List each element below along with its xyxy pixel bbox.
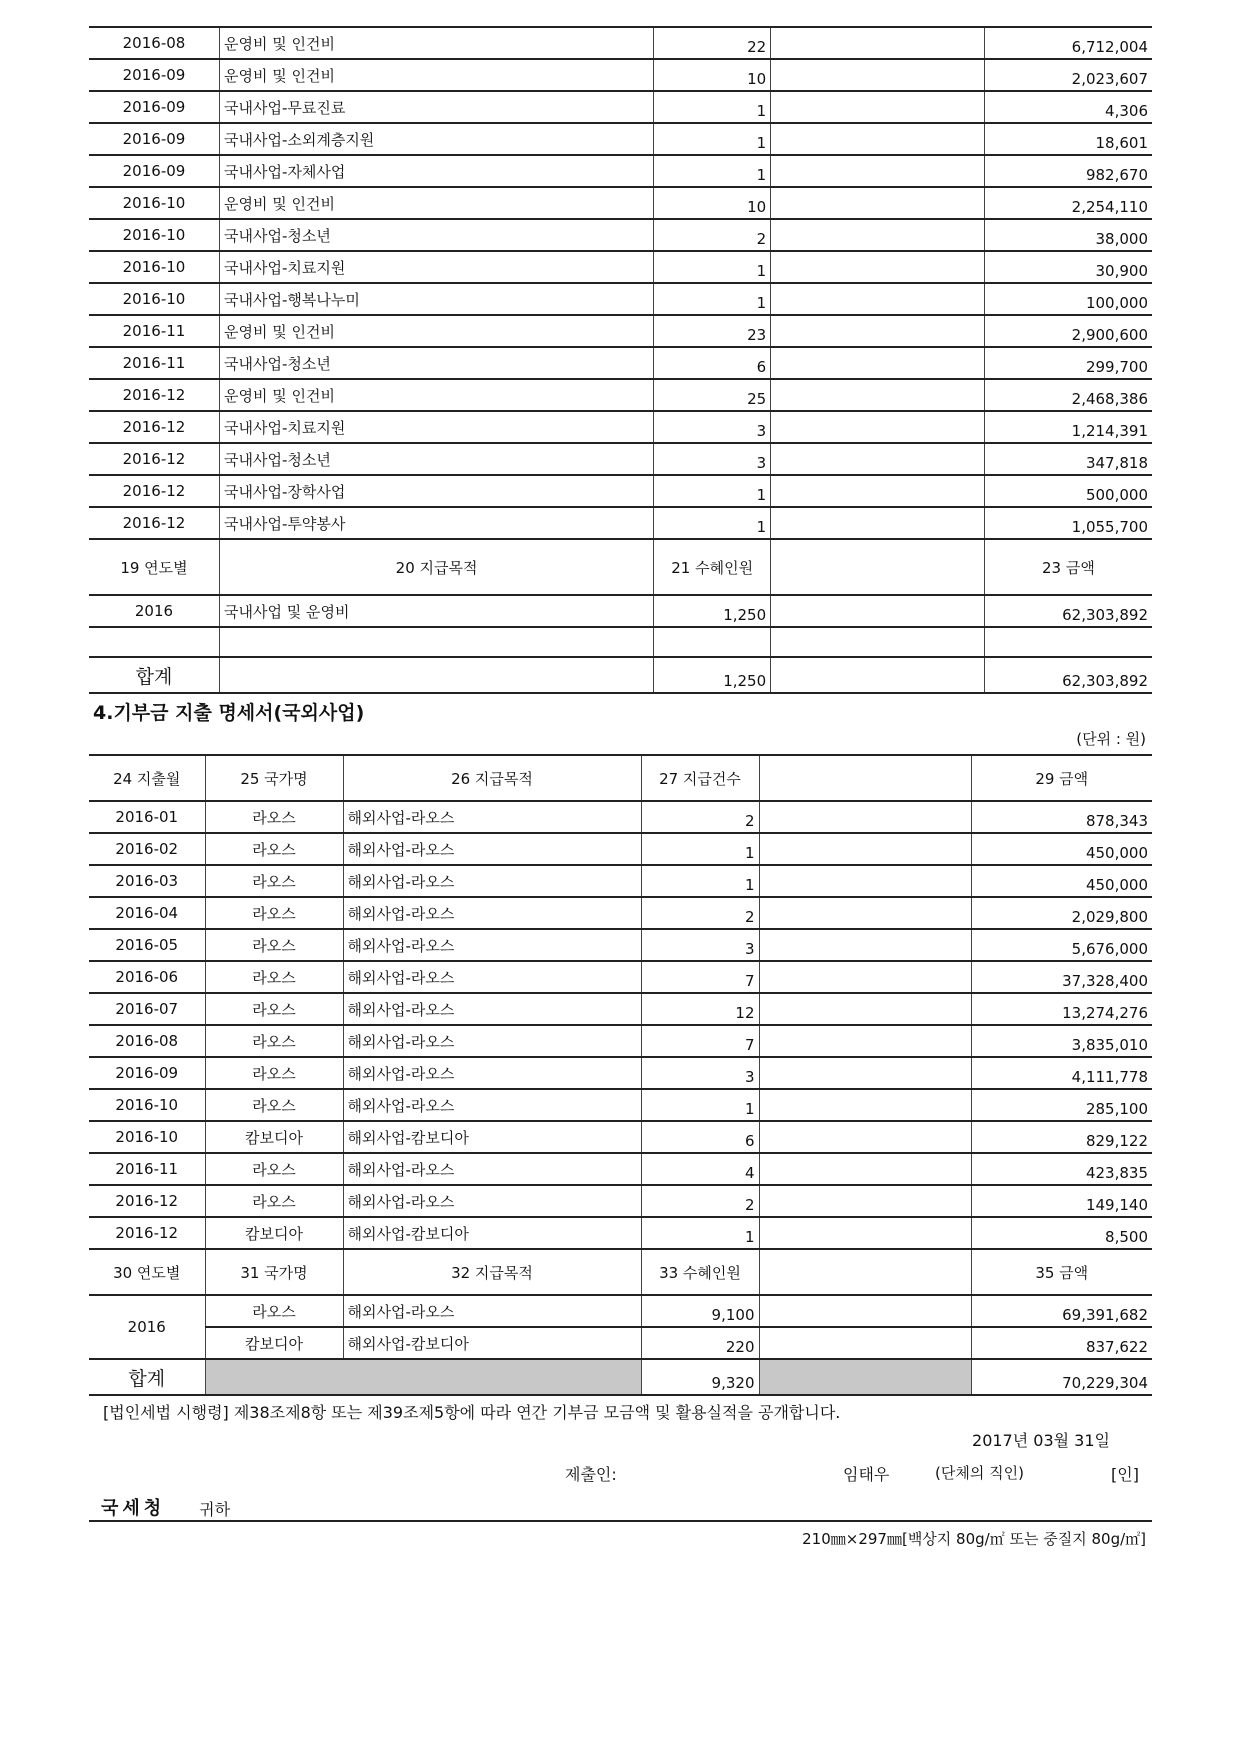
purpose-cell: 해외사업-캄보디아 <box>343 1217 641 1249</box>
table-row <box>89 1217 1152 1249</box>
purpose-cell: 국내사업-치료지원 <box>219 251 653 283</box>
submitter-name: 임태우 <box>843 1465 890 1484</box>
blank-cell <box>759 865 971 897</box>
amount-cell: 4,306 <box>984 91 1152 123</box>
summary-purpose: 국내사업 및 운영비 <box>219 595 653 627</box>
purpose-cell: 국내사업-청소년 <box>219 443 653 475</box>
blank-cell <box>759 1121 971 1153</box>
overseas-summary-row <box>89 1295 1152 1327</box>
purpose-cell: 운영비 및 인건비 <box>219 187 653 219</box>
month-cell: 2016-09 <box>89 1057 205 1089</box>
table-row <box>89 1089 1152 1121</box>
purpose-cell: 국내사업-청소년 <box>219 219 653 251</box>
month-cell: 2016-01 <box>89 801 205 833</box>
amount-header: 35 금액 <box>971 1249 1152 1295</box>
month-cell: 2016-10 <box>89 1121 205 1153</box>
paper-spec: 210㎜×297㎜[백상지 80g/㎡ 또는 중질지 80g/㎡] <box>802 1530 1146 1548</box>
blank-cell <box>771 27 985 59</box>
month-cell: 2016-10 <box>89 187 219 219</box>
table-row <box>89 507 1152 539</box>
summary-purpose: 해외사업-라오스 <box>343 1295 641 1327</box>
country-cell: 라오스 <box>205 1057 343 1089</box>
amount-cell: 1,055,700 <box>984 507 1152 539</box>
blank-cell <box>759 1057 971 1089</box>
blank-cell <box>759 961 971 993</box>
country-cell: 라오스 <box>205 833 343 865</box>
table-row <box>89 993 1152 1025</box>
count-cell: 1 <box>654 507 771 539</box>
country-cell: 라오스 <box>205 1185 343 1217</box>
month-cell: 2016-07 <box>89 993 205 1025</box>
blank-cell <box>771 91 985 123</box>
blank-cell <box>759 993 971 1025</box>
month-cell: 2016-12 <box>89 443 219 475</box>
amount-cell: 450,000 <box>971 865 1152 897</box>
blank-cell <box>771 507 985 539</box>
count-cell: 2 <box>654 219 771 251</box>
count-cell: 10 <box>654 187 771 219</box>
count-cell: 3 <box>641 1057 759 1089</box>
purpose-cell: 해외사업-라오스 <box>343 1025 641 1057</box>
country-cell: 라오스 <box>205 1025 343 1057</box>
table-row <box>89 1185 1152 1217</box>
purpose-cell: 국내사업-장학사업 <box>219 475 653 507</box>
month-cell: 2016-12 <box>89 1217 205 1249</box>
submitter-role: (단체의 직인) <box>935 1464 1024 1482</box>
table-row <box>89 1057 1152 1089</box>
purpose-cell: 운영비 및 인건비 <box>219 379 653 411</box>
month-cell: 2016-12 <box>89 1185 205 1217</box>
blank-cell <box>771 347 985 379</box>
table-row <box>89 801 1152 833</box>
table-row <box>89 833 1152 865</box>
summary-country: 캄보디아 <box>205 1327 343 1359</box>
seal-mark: [인] <box>1111 1465 1139 1484</box>
amount-cell: 13,274,276 <box>971 993 1152 1025</box>
total-recipients: 9,320 <box>641 1359 759 1395</box>
count-cell: 3 <box>654 411 771 443</box>
addressee-line <box>89 1490 1152 1522</box>
purpose-cell: 해외사업-라오스 <box>343 1089 641 1121</box>
amount-cell: 500,000 <box>984 475 1152 507</box>
amount-cell: 4,111,778 <box>971 1057 1152 1089</box>
blank-cell <box>771 251 985 283</box>
shaded-cell <box>759 1359 971 1395</box>
tax-office: 국세청 <box>101 1498 166 1519</box>
purpose-cell: 해외사업-라오스 <box>343 801 641 833</box>
total-recipients: 1,250 <box>654 657 771 693</box>
total-amount: 62,303,892 <box>984 657 1152 693</box>
count-cell: 2 <box>641 1185 759 1217</box>
amount-cell: 2,023,607 <box>984 59 1152 91</box>
table-row <box>89 897 1152 929</box>
blank-cell <box>771 59 985 91</box>
purpose-cell: 운영비 및 인건비 <box>219 27 653 59</box>
summary-recipients: 1,250 <box>654 595 771 627</box>
count-cell: 3 <box>641 929 759 961</box>
table-row <box>89 283 1152 315</box>
month-cell: 2016-03 <box>89 865 205 897</box>
country-cell: 캄보디아 <box>205 1121 343 1153</box>
summary-amount: 837,622 <box>971 1327 1152 1359</box>
count-cell: 7 <box>641 1025 759 1057</box>
count-cell: 1 <box>654 283 771 315</box>
amount-cell: 37,328,400 <box>971 961 1152 993</box>
count-header: 27 지급건수 <box>641 755 759 801</box>
purpose-header: 26 지급목적 <box>343 755 641 801</box>
month-header: 24 지출월 <box>89 755 205 801</box>
count-cell: 1 <box>641 833 759 865</box>
amount-cell: 829,122 <box>971 1121 1152 1153</box>
table-row <box>89 1153 1152 1185</box>
count-cell: 2 <box>641 801 759 833</box>
legal-notice: [법인세법 시행령] 제38조제8항 또는 제39조제5항에 따라 연간 기부금 모금액 및 활용실적을 공개합니다. <box>103 1403 841 1422</box>
table-row <box>89 27 1152 59</box>
domestic-total-row <box>89 657 1152 693</box>
purpose-cell: 해외사업-라오스 <box>343 897 641 929</box>
overseas-summary-row <box>89 1327 1152 1359</box>
month-cell: 2016-10 <box>89 1089 205 1121</box>
month-cell: 2016-09 <box>89 91 219 123</box>
overseas-rows <box>89 801 1152 1249</box>
month-cell: 2016-10 <box>89 283 219 315</box>
table-row <box>89 865 1152 897</box>
table-row <box>89 379 1152 411</box>
blank-cell <box>771 187 985 219</box>
month-cell: 2016-02 <box>89 833 205 865</box>
year-header: 19 연도별 <box>89 539 219 595</box>
count-cell: 6 <box>641 1121 759 1153</box>
purpose-header: 32 지급목적 <box>343 1249 641 1295</box>
table-row <box>89 315 1152 347</box>
amount-cell: 299,700 <box>984 347 1152 379</box>
summary-amount: 62,303,892 <box>984 595 1152 627</box>
table-row <box>89 251 1152 283</box>
summary-purpose: 해외사업-캄보디아 <box>343 1327 641 1359</box>
purpose-cell: 해외사업-라오스 <box>343 961 641 993</box>
amount-header: 29 금액 <box>971 755 1152 801</box>
count-cell: 1 <box>654 91 771 123</box>
country-cell: 라오스 <box>205 897 343 929</box>
table-row <box>89 91 1152 123</box>
table-row <box>89 1121 1152 1153</box>
amount-cell: 2,254,110 <box>984 187 1152 219</box>
month-cell: 2016-09 <box>89 155 219 187</box>
country-cell: 라오스 <box>205 1089 343 1121</box>
purpose-cell: 국내사업-치료지원 <box>219 411 653 443</box>
blank-cell <box>771 443 985 475</box>
blank-cell <box>759 1153 971 1185</box>
amount-cell: 3,835,010 <box>971 1025 1152 1057</box>
month-cell: 2016-11 <box>89 1153 205 1185</box>
domestic-summary-row <box>89 595 1152 627</box>
month-cell: 2016-09 <box>89 123 219 155</box>
blank-cell <box>771 475 985 507</box>
country-header: 25 국가명 <box>205 755 343 801</box>
unit-label: (단위 : 원) <box>1076 730 1146 748</box>
count-cell: 1 <box>654 475 771 507</box>
amount-header: 23 금액 <box>984 539 1152 595</box>
country-cell: 라오스 <box>205 993 343 1025</box>
purpose-cell: 해외사업-라오스 <box>343 1057 641 1089</box>
month-cell: 2016-12 <box>89 475 219 507</box>
table-row <box>89 123 1152 155</box>
table-row <box>89 411 1152 443</box>
blank-cell <box>771 283 985 315</box>
month-cell: 2016-06 <box>89 961 205 993</box>
count-cell: 1 <box>654 123 771 155</box>
amount-cell: 149,140 <box>971 1185 1152 1217</box>
blank-cell <box>759 1089 971 1121</box>
domestic-rows <box>89 27 1152 539</box>
table-row <box>89 443 1152 475</box>
table-row <box>89 59 1152 91</box>
domestic-summary-header <box>89 539 1152 595</box>
summary-year: 2016 <box>89 1295 205 1359</box>
table-row <box>89 187 1152 219</box>
blank-cell <box>771 123 985 155</box>
blank-cell <box>759 833 971 865</box>
month-cell: 2016-12 <box>89 379 219 411</box>
honorific: 귀하 <box>199 1500 231 1519</box>
amount-cell: 450,000 <box>971 833 1152 865</box>
table-row <box>89 961 1152 993</box>
count-cell: 2 <box>641 897 759 929</box>
shaded-cell <box>205 1359 641 1395</box>
submitter-label: 제출인: <box>565 1465 617 1484</box>
total-label: 합계 <box>89 657 219 693</box>
count-cell: 25 <box>654 379 771 411</box>
recipients-header: 33 수혜인원 <box>641 1249 759 1295</box>
purpose-cell: 해외사업-라오스 <box>343 929 641 961</box>
purpose-cell: 국내사업-행복나누미 <box>219 283 653 315</box>
total-amount: 70,229,304 <box>971 1359 1152 1395</box>
amount-cell: 1,214,391 <box>984 411 1152 443</box>
country-cell: 라오스 <box>205 801 343 833</box>
amount-cell: 285,100 <box>971 1089 1152 1121</box>
summary-recipients: 220 <box>641 1327 759 1359</box>
purpose-cell: 해외사업-캄보디아 <box>343 1121 641 1153</box>
summary-year: 2016 <box>89 595 219 627</box>
month-cell: 2016-04 <box>89 897 205 929</box>
count-cell: 4 <box>641 1153 759 1185</box>
blank-cell <box>759 929 971 961</box>
purpose-cell: 국내사업-자체사업 <box>219 155 653 187</box>
purpose-cell: 국내사업-투약봉사 <box>219 507 653 539</box>
amount-cell: 5,676,000 <box>971 929 1152 961</box>
submission-date: 2017년 03월 31일 <box>972 1431 1110 1450</box>
blank-cell <box>759 1025 971 1057</box>
table-row <box>89 1025 1152 1057</box>
amount-cell: 100,000 <box>984 283 1152 315</box>
amount-cell: 423,835 <box>971 1153 1152 1185</box>
count-cell: 6 <box>654 347 771 379</box>
domestic-expense-table <box>89 26 1152 694</box>
country-cell: 라오스 <box>205 961 343 993</box>
month-cell: 2016-11 <box>89 315 219 347</box>
domestic-empty-row <box>89 627 1152 657</box>
country-cell: 라오스 <box>205 865 343 897</box>
count-cell: 1 <box>641 1089 759 1121</box>
purpose-cell: 해외사업-라오스 <box>343 1153 641 1185</box>
count-cell: 23 <box>654 315 771 347</box>
blank-cell <box>759 1217 971 1249</box>
purpose-cell: 국내사업-무료진료 <box>219 91 653 123</box>
blank-cell <box>771 379 985 411</box>
purpose-cell: 국내사업-청소년 <box>219 347 653 379</box>
amount-cell: 2,029,800 <box>971 897 1152 929</box>
purpose-header: 20 지급목적 <box>219 539 653 595</box>
overseas-summary-header <box>89 1249 1152 1295</box>
count-cell: 10 <box>654 59 771 91</box>
table-row <box>89 347 1152 379</box>
signature-line <box>89 1456 1152 1490</box>
amount-cell: 878,343 <box>971 801 1152 833</box>
amount-cell: 6,712,004 <box>984 27 1152 59</box>
month-cell: 2016-11 <box>89 347 219 379</box>
amount-cell: 30,900 <box>984 251 1152 283</box>
count-cell: 12 <box>641 993 759 1025</box>
month-cell: 2016-12 <box>89 411 219 443</box>
summary-country: 라오스 <box>205 1295 343 1327</box>
total-label: 합계 <box>89 1359 205 1395</box>
month-cell: 2016-08 <box>89 1025 205 1057</box>
count-cell: 1 <box>654 251 771 283</box>
amount-cell: 38,000 <box>984 219 1152 251</box>
blank-cell <box>771 411 985 443</box>
count-cell: 1 <box>654 155 771 187</box>
purpose-cell: 국내사업-소외계층지원 <box>219 123 653 155</box>
amount-cell: 982,670 <box>984 155 1152 187</box>
purpose-cell: 운영비 및 인건비 <box>219 59 653 91</box>
document-page <box>89 26 1152 1549</box>
count-cell: 1 <box>641 865 759 897</box>
blank-cell <box>771 315 985 347</box>
month-cell: 2016-05 <box>89 929 205 961</box>
month-cell: 2016-08 <box>89 27 219 59</box>
purpose-cell: 운영비 및 인건비 <box>219 315 653 347</box>
overseas-header-row <box>89 755 1152 801</box>
count-cell: 7 <box>641 961 759 993</box>
month-cell: 2016-10 <box>89 251 219 283</box>
table-row <box>89 155 1152 187</box>
summary-recipients: 9,100 <box>641 1295 759 1327</box>
country-cell: 캄보디아 <box>205 1217 343 1249</box>
country-cell: 라오스 <box>205 1153 343 1185</box>
amount-cell: 2,900,600 <box>984 315 1152 347</box>
country-cell: 라오스 <box>205 929 343 961</box>
blank-cell <box>771 155 985 187</box>
count-cell: 22 <box>654 27 771 59</box>
blank-cell <box>759 897 971 929</box>
section-title: 4.기부금 지출 명세서(국외사업) <box>93 702 365 724</box>
purpose-cell: 해외사업-라오스 <box>343 993 641 1025</box>
month-cell: 2016-10 <box>89 219 219 251</box>
month-cell: 2016-09 <box>89 59 219 91</box>
table-row <box>89 475 1152 507</box>
month-cell: 2016-12 <box>89 507 219 539</box>
blank-cell <box>759 801 971 833</box>
amount-cell: 18,601 <box>984 123 1152 155</box>
count-cell: 1 <box>641 1217 759 1249</box>
overseas-expense-table <box>89 754 1152 1396</box>
purpose-cell: 해외사업-라오스 <box>343 865 641 897</box>
purpose-cell: 해외사업-라오스 <box>343 1185 641 1217</box>
overseas-total-row <box>89 1359 1152 1395</box>
table-row <box>89 929 1152 961</box>
blank-cell <box>771 219 985 251</box>
purpose-cell: 해외사업-라오스 <box>343 833 641 865</box>
count-cell: 3 <box>654 443 771 475</box>
summary-amount: 69,391,682 <box>971 1295 1152 1327</box>
amount-cell: 347,818 <box>984 443 1152 475</box>
year-header: 30 연도별 <box>89 1249 205 1295</box>
country-header: 31 국가명 <box>205 1249 343 1295</box>
amount-cell: 2,468,386 <box>984 379 1152 411</box>
table-row <box>89 219 1152 251</box>
blank-cell <box>759 1185 971 1217</box>
recipients-header: 21 수혜인원 <box>654 539 771 595</box>
amount-cell: 8,500 <box>971 1217 1152 1249</box>
